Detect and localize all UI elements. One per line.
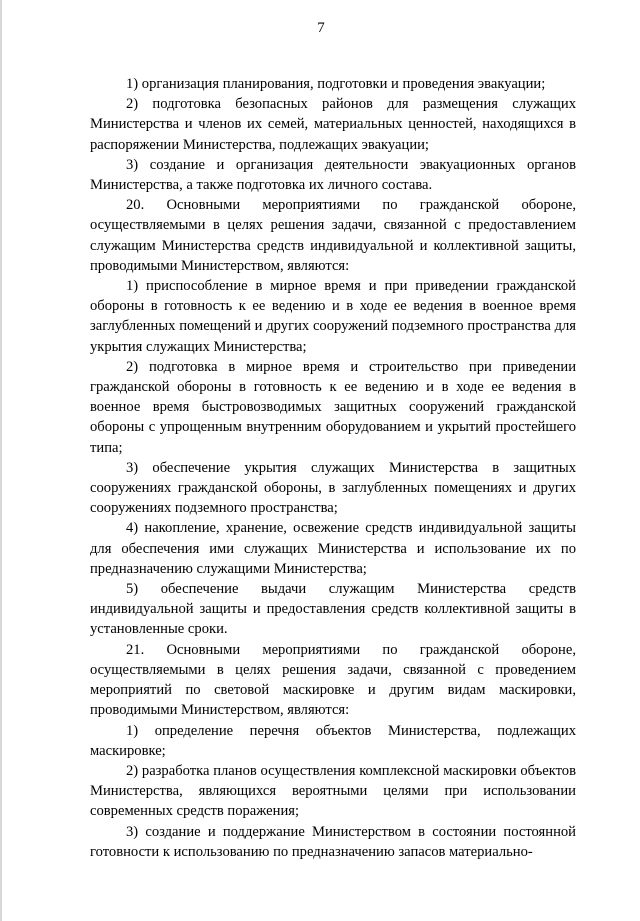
paragraph: 1) организация планирования, подготовки и проведения эвакуации; — [126, 76, 546, 92]
paragraph: 1) приспособление в мирное время и при приведении гражданской обороны в готовность к ее ведению и в ходе ее ведения в военное время заглубленных помещений и других сооружений подземного пространства для укрытия служащих Министерства; — [90, 278, 576, 355]
paragraph: 2) разработка планов осуществления комплексной маскировки объектов Министерства, являющихся вероятными целями при использовании современных средств поражения; — [90, 762, 576, 820]
paragraph: 5) обеспечение выдачи служащим Министерства средств индивидуальной защиты и предоставления средств коллективной защиты в установленные сроки. — [90, 581, 576, 638]
paragraph: 4) накопление, хранение, освежение средств индивидуальной защиты для обеспечения ими служащих Министерства и использование их по предназначению служащими Министерства; — [90, 520, 576, 577]
paragraph: 2) подготовка в мирное время и строительство при приведении гражданской обороны в готовность к ее ведению и в ходе ее ведения в военное время быстровозводимых защитных сооружений гражданской обороны с упрощенным внутренним оборудованием и укрытий простейшего типа; — [90, 358, 576, 456]
document-body — [90, 74, 576, 862]
paragraph: 2) подготовка безопасных районов для размещения служащих Министерства и членов их семей, материальных ценностей, находящихся в распоряжении Министерства, подлежащих эвакуации; — [90, 96, 576, 153]
paragraph: 21. Основными мероприятиями по гражданской обороне, осуществляемыми в целях решения задачи, связанной с проведением мероприятий по световой маскировке и другим видам маскировки, проводимыми Министерством, являются: — [90, 641, 576, 719]
paragraph: 1) определение перечня объектов Министерства, подлежащих маскировке; — [90, 722, 576, 759]
paragraph: 3) создание и организация деятельности эвакуационных органов Министерства, а также подготовка их личного состава. — [90, 156, 576, 194]
paragraph: 20. Основными мероприятиями по гражданской обороне, осуществляемыми в целях решения задачи, связанной с предоставлением служащим Министерства средств индивидуальной и коллективной защиты, проводимыми Министерством, являются: — [90, 197, 576, 274]
paragraph: 3) обеспечение укрытия служащих Министерства в защитных сооружениях гражданской обороны, в заглубленных помещениях и других сооружениях подземного пространства; — [90, 459, 576, 517]
paragraph: 3) создание и поддержание Министерством в состоянии постоянной готовности к использованию по предназначению запасов материально- — [90, 823, 576, 860]
page-number: 7 — [317, 20, 325, 36]
